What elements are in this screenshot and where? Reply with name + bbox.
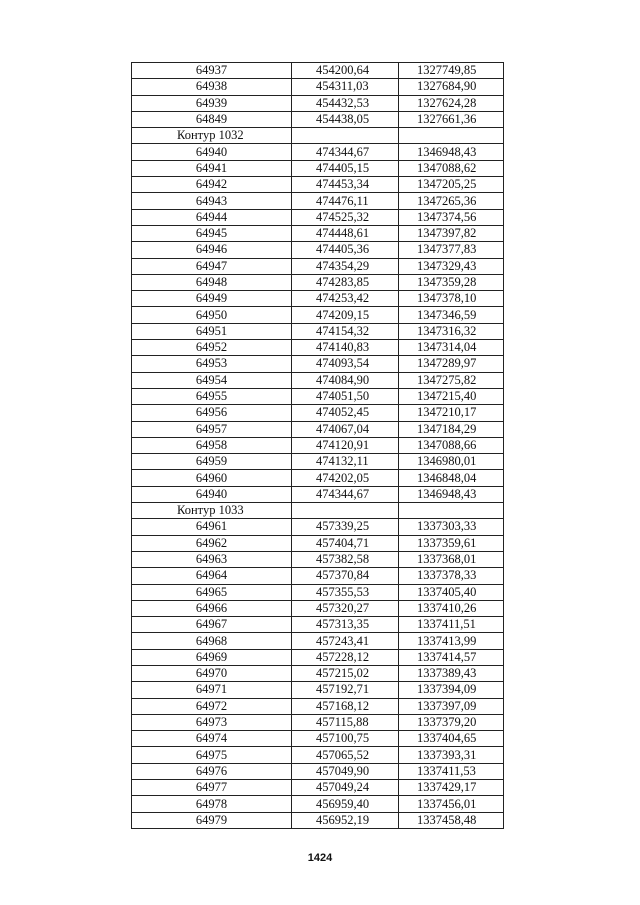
point-number-cell: 64975: [132, 747, 292, 763]
y-coordinate-cell: 1346980,01: [399, 454, 504, 470]
y-coordinate-cell: 1327684,90: [399, 79, 504, 95]
point-number-cell: 64960: [132, 470, 292, 486]
table-row: [132, 796, 504, 812]
point-number-cell: 64939: [132, 95, 292, 111]
x-coordinate-cell: 474202,05: [292, 470, 399, 486]
table-row: [132, 242, 504, 258]
x-coordinate-cell: 474344,67: [292, 486, 399, 502]
y-coordinate-cell: 1337410,26: [399, 600, 504, 616]
x-coordinate-cell: 474344,67: [292, 144, 399, 160]
y-coordinate-cell: 1347346,59: [399, 307, 504, 323]
point-number-cell: 64942: [132, 177, 292, 193]
table-row: [132, 714, 504, 730]
y-coordinate-cell: 1327624,28: [399, 95, 504, 111]
x-coordinate-cell: 474354,29: [292, 258, 399, 274]
table-row: [132, 209, 504, 225]
point-number-cell: 64979: [132, 812, 292, 828]
x-coordinate-cell: 474051,50: [292, 388, 399, 404]
y-coordinate-cell: 1337394,09: [399, 682, 504, 698]
y-coordinate-cell: 1346848,04: [399, 470, 504, 486]
table-row: [132, 258, 504, 274]
point-number-cell: 64953: [132, 356, 292, 372]
y-coordinate-cell: 1347275,82: [399, 372, 504, 388]
x-coordinate-cell: 457049,90: [292, 763, 399, 779]
x-coordinate-cell: 454438,05: [292, 111, 399, 127]
x-coordinate-cell: 474093,54: [292, 356, 399, 372]
y-coordinate-cell: 1347397,82: [399, 225, 504, 241]
y-coordinate-cell: 1337368,01: [399, 551, 504, 567]
x-coordinate-cell: 457313,35: [292, 617, 399, 633]
point-number-cell: 64849: [132, 111, 292, 127]
page-number: 1424: [307, 852, 333, 864]
x-coordinate-cell: 457355,53: [292, 584, 399, 600]
contour-header-row: [132, 128, 504, 144]
table-row: [132, 307, 504, 323]
x-coordinate-cell: 457228,12: [292, 649, 399, 665]
table-row: [132, 323, 504, 339]
x-coordinate-cell: 456952,19: [292, 812, 399, 828]
y-coordinate-cell: 1347374,56: [399, 209, 504, 225]
y-coordinate-cell: 1347088,62: [399, 160, 504, 176]
point-number-cell: 64966: [132, 600, 292, 616]
y-coordinate-cell: 1337405,40: [399, 584, 504, 600]
table-row: [132, 617, 504, 633]
coordinates-table: [131, 62, 504, 829]
y-coordinate-cell: 1337411,53: [399, 763, 504, 779]
x-coordinate-cell: 457100,75: [292, 731, 399, 747]
table-row: [132, 405, 504, 421]
y-coordinate-cell: 1337379,20: [399, 714, 504, 730]
x-coordinate-cell: 474476,11: [292, 193, 399, 209]
x-coordinate-cell: 474405,15: [292, 160, 399, 176]
x-coordinate-cell: 457215,02: [292, 665, 399, 681]
point-number-cell: 64947: [132, 258, 292, 274]
table-row: [132, 486, 504, 502]
table-row: [132, 665, 504, 681]
x-coordinate-cell: 474253,42: [292, 291, 399, 307]
x-coordinate-cell: 457320,27: [292, 600, 399, 616]
y-coordinate-cell: 1337397,09: [399, 698, 504, 714]
y-coordinate-cell: 1337458,48: [399, 812, 504, 828]
point-number-cell: 64944: [132, 209, 292, 225]
x-coordinate-cell: 474283,85: [292, 274, 399, 290]
point-number-cell: 64971: [132, 682, 292, 698]
x-coordinate-cell: 474140,83: [292, 340, 399, 356]
table-row: [132, 437, 504, 453]
point-number-cell: 64963: [132, 551, 292, 567]
point-number-cell: 64957: [132, 421, 292, 437]
x-coordinate-cell: 454200,64: [292, 63, 399, 79]
x-coordinate-cell: 457168,12: [292, 698, 399, 714]
y-coordinate-cell: 1347314,04: [399, 340, 504, 356]
table-row: [132, 780, 504, 796]
table-row: [132, 356, 504, 372]
point-number-cell: 64973: [132, 714, 292, 730]
table-row: [132, 812, 504, 828]
point-number-cell: 64959: [132, 454, 292, 470]
y-coordinate-cell: 1347359,28: [399, 274, 504, 290]
y-coordinate-cell: 1327749,85: [399, 63, 504, 79]
table-row: [132, 519, 504, 535]
x-coordinate-cell: 454311,03: [292, 79, 399, 95]
x-coordinate-cell: 474209,15: [292, 307, 399, 323]
table-row: [132, 454, 504, 470]
x-coordinate-cell: 457115,88: [292, 714, 399, 730]
point-number-cell: 64958: [132, 437, 292, 453]
table-row: [132, 747, 504, 763]
table-row: [132, 177, 504, 193]
table-row: [132, 340, 504, 356]
point-number-cell: 64940: [132, 144, 292, 160]
table-row: [132, 649, 504, 665]
point-number-cell: 64969: [132, 649, 292, 665]
y-coordinate-cell: 1337378,33: [399, 568, 504, 584]
y-coordinate-cell: 1346948,43: [399, 486, 504, 502]
point-number-cell: 64937: [132, 63, 292, 79]
point-number-cell: 64950: [132, 307, 292, 323]
x-coordinate-cell: 474067,04: [292, 421, 399, 437]
y-coordinate-cell: 1347088,66: [399, 437, 504, 453]
x-coordinate-cell: 457065,52: [292, 747, 399, 763]
table-row: [132, 111, 504, 127]
x-coordinate-cell: 457192,71: [292, 682, 399, 698]
x-coordinate-cell: 457404,71: [292, 535, 399, 551]
y-coordinate-cell: 1337404,65: [399, 731, 504, 747]
x-coordinate-cell: 474052,45: [292, 405, 399, 421]
contour-header-row: [132, 503, 504, 519]
y-coordinate-cell: 1337429,17: [399, 780, 504, 796]
table-row: [132, 274, 504, 290]
point-number-cell: 64951: [132, 323, 292, 339]
point-number-cell: 64948: [132, 274, 292, 290]
empty-cell: [292, 128, 399, 144]
x-coordinate-cell: 457339,25: [292, 519, 399, 535]
point-number-cell: 64977: [132, 780, 292, 796]
y-coordinate-cell: 1347205,25: [399, 177, 504, 193]
y-coordinate-cell: 1347184,29: [399, 421, 504, 437]
y-coordinate-cell: 1337393,31: [399, 747, 504, 763]
x-coordinate-cell: 454432,53: [292, 95, 399, 111]
point-number-cell: 64964: [132, 568, 292, 584]
x-coordinate-cell: 456959,40: [292, 796, 399, 812]
empty-cell: [292, 503, 399, 519]
x-coordinate-cell: 474154,32: [292, 323, 399, 339]
y-coordinate-cell: 1337303,33: [399, 519, 504, 535]
y-coordinate-cell: 1347329,43: [399, 258, 504, 274]
point-number-cell: 64940: [132, 486, 292, 502]
x-coordinate-cell: 474084,90: [292, 372, 399, 388]
table-row: [132, 160, 504, 176]
y-coordinate-cell: 1337456,01: [399, 796, 504, 812]
table-row: [132, 633, 504, 649]
x-coordinate-cell: 457382,58: [292, 551, 399, 567]
point-number-cell: 64978: [132, 796, 292, 812]
table-row: [132, 372, 504, 388]
point-number-cell: 64954: [132, 372, 292, 388]
point-number-cell: 64967: [132, 617, 292, 633]
point-number-cell: 64956: [132, 405, 292, 421]
coordinates-table-body: [132, 63, 504, 829]
point-number-cell: 64976: [132, 763, 292, 779]
y-coordinate-cell: 1337359,61: [399, 535, 504, 551]
x-coordinate-cell: 474120,91: [292, 437, 399, 453]
table-row: [132, 682, 504, 698]
contour-label: Контур 1032: [132, 128, 292, 144]
x-coordinate-cell: 474453,34: [292, 177, 399, 193]
table-row: [132, 388, 504, 404]
table-row: [132, 225, 504, 241]
table-row: [132, 95, 504, 111]
table-row: [132, 144, 504, 160]
x-coordinate-cell: 457243,41: [292, 633, 399, 649]
y-coordinate-cell: 1347377,83: [399, 242, 504, 258]
y-coordinate-cell: 1347378,10: [399, 291, 504, 307]
table-row: [132, 193, 504, 209]
table-row: [132, 568, 504, 584]
point-number-cell: 64965: [132, 584, 292, 600]
y-coordinate-cell: 1347289,97: [399, 356, 504, 372]
point-number-cell: 64972: [132, 698, 292, 714]
empty-cell: [399, 128, 504, 144]
table-row: [132, 584, 504, 600]
y-coordinate-cell: 1337414,57: [399, 649, 504, 665]
point-number-cell: 64968: [132, 633, 292, 649]
y-coordinate-cell: 1347215,40: [399, 388, 504, 404]
contour-label: Контур 1033: [132, 503, 292, 519]
table-row: [132, 421, 504, 437]
table-row: [132, 600, 504, 616]
point-number-cell: 64961: [132, 519, 292, 535]
y-coordinate-cell: 1337413,99: [399, 633, 504, 649]
table-row: [132, 63, 504, 79]
y-coordinate-cell: 1337411,51: [399, 617, 504, 633]
table-row: [132, 470, 504, 486]
point-number-cell: 64945: [132, 225, 292, 241]
x-coordinate-cell: 474405,36: [292, 242, 399, 258]
point-number-cell: 64943: [132, 193, 292, 209]
point-number-cell: 64955: [132, 388, 292, 404]
y-coordinate-cell: 1337389,43: [399, 665, 504, 681]
point-number-cell: 64949: [132, 291, 292, 307]
table-row: [132, 763, 504, 779]
table-row: [132, 291, 504, 307]
y-coordinate-cell: 1347316,32: [399, 323, 504, 339]
table-row: [132, 535, 504, 551]
table-row: [132, 79, 504, 95]
x-coordinate-cell: 474448,61: [292, 225, 399, 241]
point-number-cell: 64938: [132, 79, 292, 95]
table-row: [132, 698, 504, 714]
y-coordinate-cell: 1347265,36: [399, 193, 504, 209]
x-coordinate-cell: 457049,24: [292, 780, 399, 796]
x-coordinate-cell: 457370,84: [292, 568, 399, 584]
point-number-cell: 64974: [132, 731, 292, 747]
x-coordinate-cell: 474132,11: [292, 454, 399, 470]
point-number-cell: 64952: [132, 340, 292, 356]
y-coordinate-cell: 1347210,17: [399, 405, 504, 421]
y-coordinate-cell: 1346948,43: [399, 144, 504, 160]
empty-cell: [399, 503, 504, 519]
table-row: [132, 551, 504, 567]
table-row: [132, 731, 504, 747]
point-number-cell: 64962: [132, 535, 292, 551]
point-number-cell: 64970: [132, 665, 292, 681]
point-number-cell: 64941: [132, 160, 292, 176]
y-coordinate-cell: 1327661,36: [399, 111, 504, 127]
point-number-cell: 64946: [132, 242, 292, 258]
x-coordinate-cell: 474525,32: [292, 209, 399, 225]
